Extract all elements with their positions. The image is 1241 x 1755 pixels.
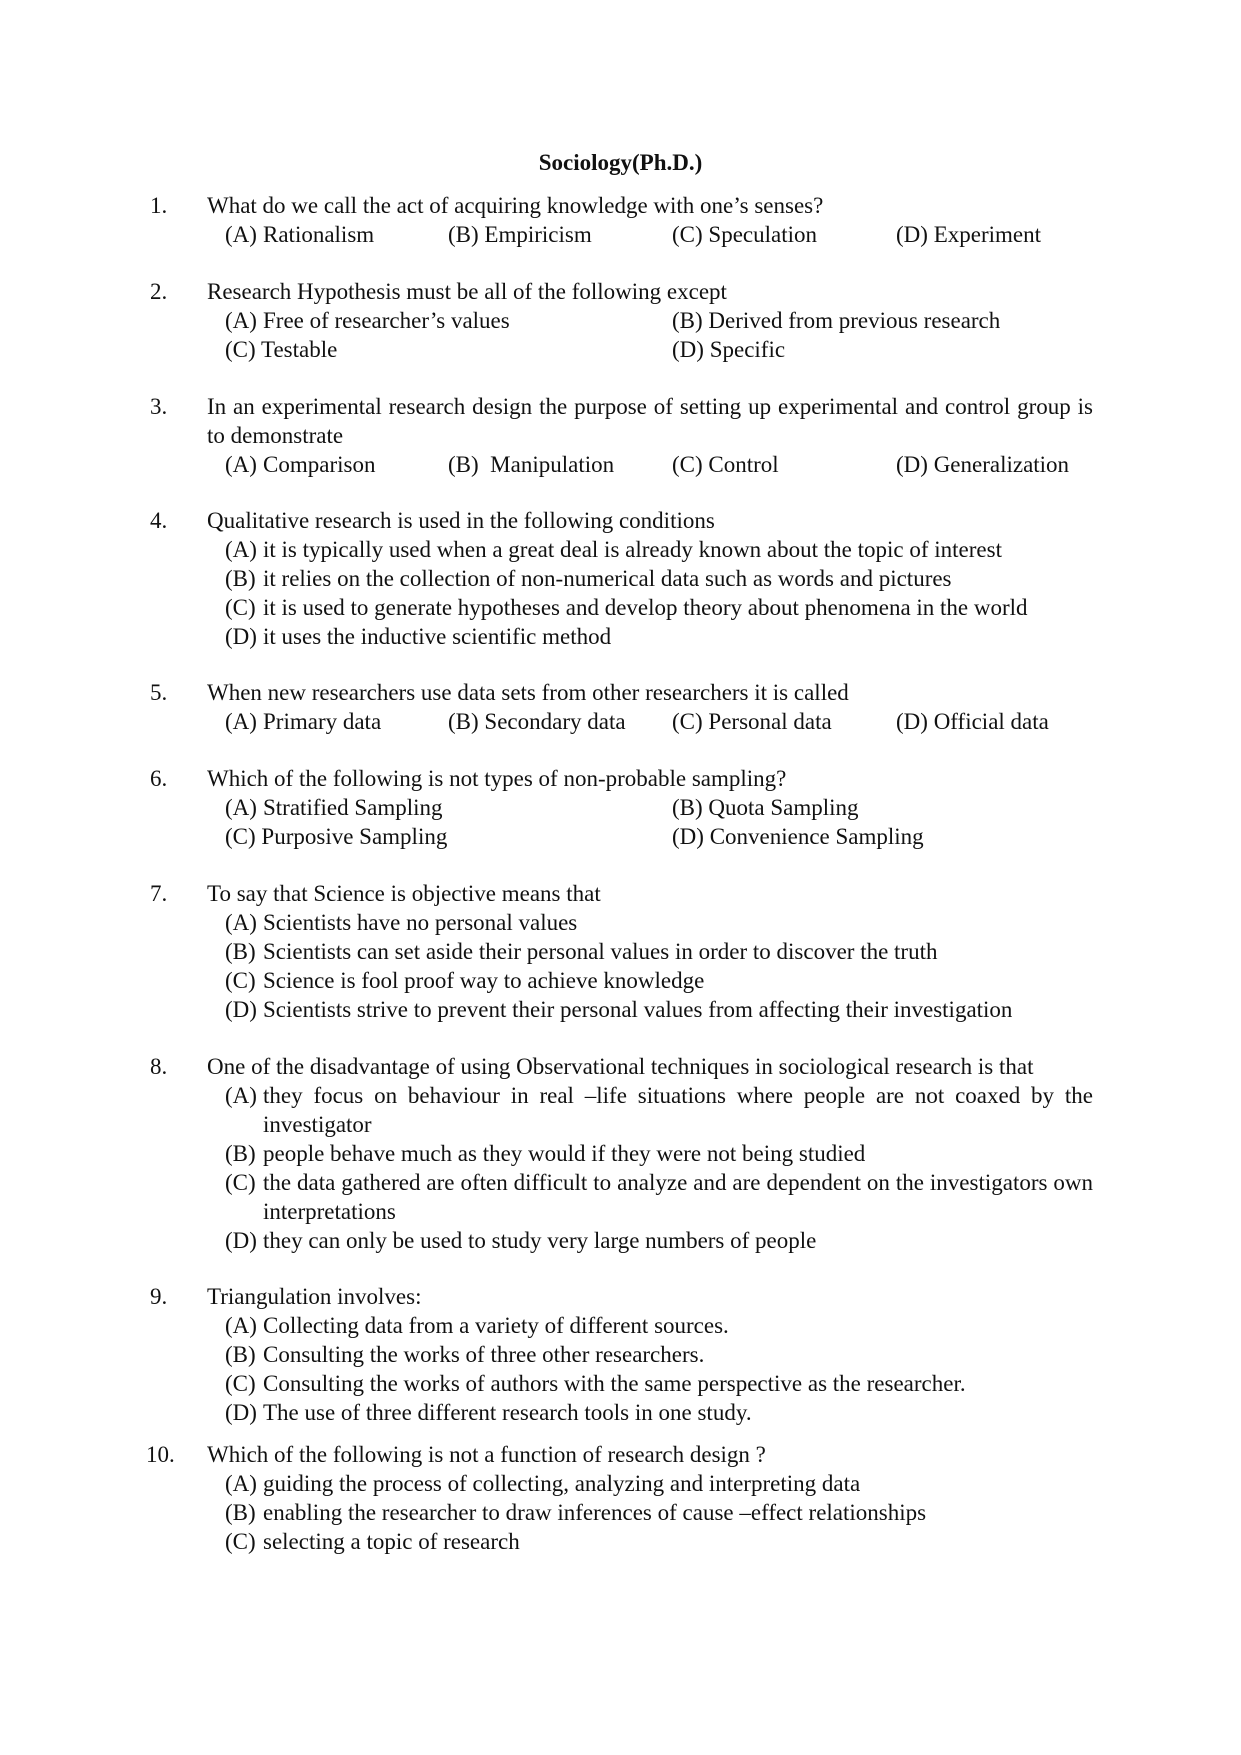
option-c: (C) Purposive Sampling bbox=[225, 824, 448, 849]
question-text: What do we call the act of acquiring knowledge with one’s senses? bbox=[207, 193, 824, 218]
option-d: (D) Official data bbox=[896, 709, 1049, 734]
option-d: (D) they can only be used to study very large numbers of people bbox=[225, 1228, 817, 1253]
option-c: (C) selecting a topic of research bbox=[225, 1529, 520, 1554]
option-b: (B) Secondary data bbox=[448, 709, 626, 734]
option-d: (D) Scientists strive to prevent their personal values from affecting their investigation bbox=[225, 997, 1013, 1022]
option-d: (D) Specific bbox=[672, 337, 786, 362]
option-d: (D) Convenience Sampling bbox=[672, 824, 924, 849]
option-c: (C) Testable bbox=[225, 337, 338, 362]
option-b: (B) Empiricism bbox=[448, 222, 592, 247]
question-number: 1. bbox=[150, 193, 168, 218]
question-number: 6. bbox=[150, 766, 168, 791]
question-text: Which of the following is not a function of research design ? bbox=[207, 1442, 766, 1467]
option-a: (A) it is typically used when a great deal is already known about the topic of interest bbox=[225, 537, 1002, 562]
option-a: (A) Primary data bbox=[225, 709, 382, 734]
option-d: (D) it uses the inductive scientific method bbox=[225, 624, 612, 649]
option-b: (B) enabling the researcher to draw inferences of cause –effect relationships bbox=[225, 1500, 927, 1525]
option-b: (B) Manipulation bbox=[448, 452, 615, 477]
option-b: (B) Derived from previous research bbox=[672, 308, 1001, 333]
option-b: (B) Consulting the works of three other researchers. bbox=[225, 1342, 705, 1367]
question-number: 4. bbox=[150, 508, 168, 533]
question-text: To say that Science is objective means that bbox=[207, 881, 601, 906]
question-number: 2. bbox=[150, 279, 168, 304]
option-a: (A) Free of researcher’s values bbox=[225, 308, 510, 333]
question-text: Which of the following is not types of non-probable sampling? bbox=[207, 766, 787, 791]
question-text: In an experimental research design the purpose of setting up experimental and control group is to demonstrate bbox=[207, 394, 1093, 448]
option-a: (A) they focus on behaviour in real –life situations where people are not coaxed by the investigator bbox=[225, 1083, 1093, 1137]
option-d: (D) The use of three different research tools in one study. bbox=[225, 1400, 752, 1425]
question-number: 9. bbox=[150, 1284, 168, 1309]
option-c: (C) Personal data bbox=[672, 709, 832, 734]
question-number: 3. bbox=[150, 394, 168, 419]
option-c: (C) Control bbox=[672, 452, 779, 477]
option-b: (B) Scientists can set aside their personal values in order to discover the truth bbox=[225, 939, 938, 964]
option-c: (C) Speculation bbox=[672, 222, 818, 247]
question-text: Triangulation involves: bbox=[207, 1284, 422, 1309]
option-b: (B) Quota Sampling bbox=[672, 795, 859, 820]
page-title: Sociology(Ph.D.) bbox=[538, 150, 703, 175]
option-a: (A) guiding the process of collecting, analyzing and interpreting data bbox=[225, 1471, 861, 1496]
question-text: One of the disadvantage of using Observational techniques in sociological research is that bbox=[207, 1054, 1034, 1079]
option-a: (A) Scientists have no personal values bbox=[225, 910, 578, 935]
question-text: Qualitative research is used in the following conditions bbox=[207, 508, 715, 533]
option-c: (C) Science is fool proof way to achieve knowledge bbox=[225, 968, 705, 993]
option-b: (B) people behave much as they would if they were not being studied bbox=[225, 1141, 866, 1166]
option-a: (A) Rationalism bbox=[225, 222, 375, 247]
option-d: (D) Generalization bbox=[896, 452, 1070, 477]
question-text: When new researchers use data sets from other researchers it is called bbox=[207, 680, 849, 705]
question-number: 5. bbox=[150, 680, 168, 705]
option-c: (C) the data gathered are often difficult to analyze and are dependent on the investigators own interpretations bbox=[225, 1170, 1093, 1224]
option-a: (A) Collecting data from a variety of different sources. bbox=[225, 1313, 729, 1338]
option-d: (D) Experiment bbox=[896, 222, 1041, 247]
question-number: 7. bbox=[150, 881, 168, 906]
option-b: (B) it relies on the collection of non-numerical data such as words and pictures bbox=[225, 566, 952, 591]
option-c: (C) it is used to generate hypotheses and develop theory about phenomena in the world bbox=[225, 595, 1028, 620]
option-a: (A) Stratified Sampling bbox=[225, 795, 443, 820]
option-a: (A) Comparison bbox=[225, 452, 376, 477]
question-number: 10. bbox=[146, 1442, 175, 1467]
option-c: (C) Consulting the works of authors with the same perspective as the researcher. bbox=[225, 1371, 966, 1396]
question-number: 8. bbox=[150, 1054, 168, 1079]
question-text: Research Hypothesis must be all of the following except bbox=[207, 279, 727, 304]
